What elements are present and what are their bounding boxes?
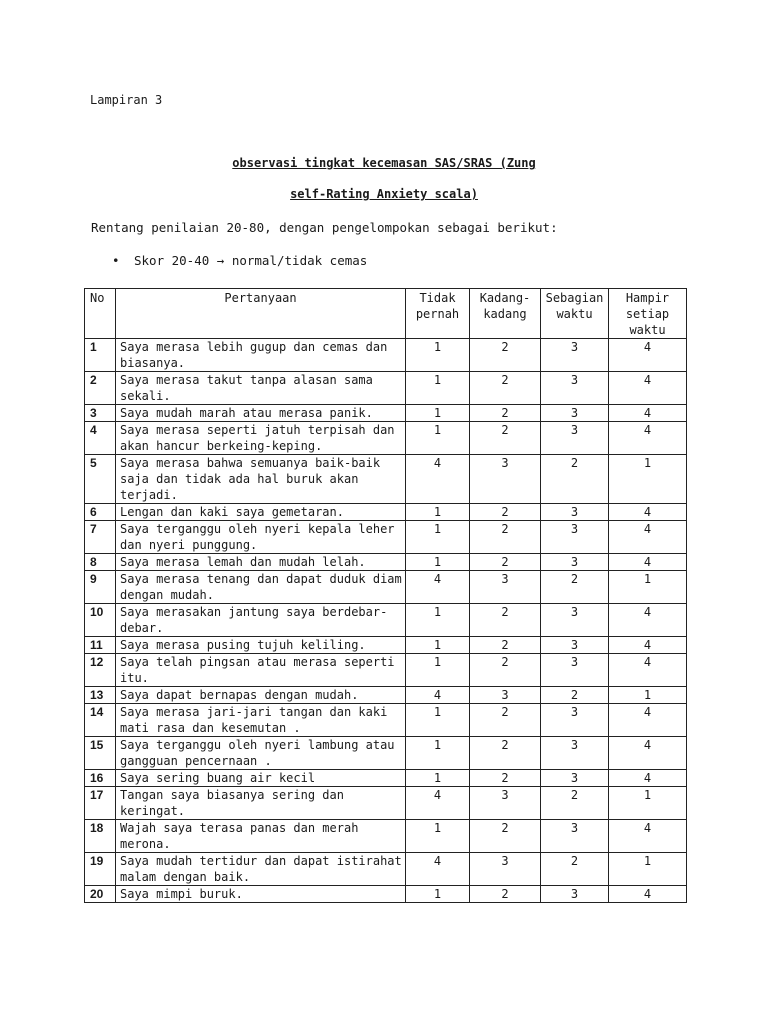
table-row	[85, 554, 687, 571]
score-never: 1	[406, 521, 470, 554]
document-title-line-1: observasi tingkat kecemasan SAS/SRAS (Zung	[232, 156, 536, 170]
score-sometimes: 2	[470, 372, 541, 405]
question-text: Saya mudah tertidur dan dapat istirahat malam dengan baik.	[116, 853, 406, 886]
score-part-time: 3	[541, 886, 609, 903]
score-almost-always: 4	[609, 339, 687, 372]
question-text: Saya mudah marah atau merasa panik.	[116, 405, 406, 422]
row-number: 19	[85, 853, 116, 886]
score-part-time: 3	[541, 504, 609, 521]
score-sometimes: 3	[470, 571, 541, 604]
question-text: Saya merasa tenang dan dapat duduk diam dengan mudah.	[116, 571, 406, 604]
question-text: Tangan saya biasanya sering dan keringat.	[116, 787, 406, 820]
row-number: 20	[85, 886, 116, 903]
score-almost-always: 1	[609, 687, 687, 704]
score-part-time: 2	[541, 571, 609, 604]
row-number: 12	[85, 654, 116, 687]
question-text: Saya mimpi buruk.	[116, 886, 406, 903]
header-question: Pertanyaan	[116, 289, 406, 339]
score-sometimes: 2	[470, 886, 541, 903]
header-almost-always: Hampir setiap waktu	[609, 289, 687, 339]
score-part-time: 3	[541, 770, 609, 787]
score-part-time: 3	[541, 654, 609, 687]
score-never: 1	[406, 422, 470, 455]
score-sometimes: 3	[470, 455, 541, 504]
question-text: Saya terganggu oleh nyeri kepala leher dan nyeri punggung.	[116, 521, 406, 554]
header-never: Tidak pernah	[406, 289, 470, 339]
score-never: 4	[406, 571, 470, 604]
row-number: 8	[85, 554, 116, 571]
score-never: 1	[406, 820, 470, 853]
table-row	[85, 820, 687, 853]
score-never: 1	[406, 770, 470, 787]
table-row	[85, 405, 687, 422]
score-sometimes: 2	[470, 637, 541, 654]
row-number: 11	[85, 637, 116, 654]
question-text: Saya telah pingsan atau merasa seperti itu.	[116, 654, 406, 687]
score-almost-always: 4	[609, 820, 687, 853]
score-part-time: 3	[541, 422, 609, 455]
score-never: 1	[406, 504, 470, 521]
row-number: 15	[85, 737, 116, 770]
table-row	[85, 455, 687, 504]
row-number: 16	[85, 770, 116, 787]
row-number: 10	[85, 604, 116, 637]
row-number: 13	[85, 687, 116, 704]
row-number: 1	[85, 339, 116, 372]
table-row	[85, 654, 687, 687]
question-text: Lengan dan kaki saya gemetaran.	[116, 504, 406, 521]
score-almost-always: 4	[609, 770, 687, 787]
question-text: Saya sering buang air kecil	[116, 770, 406, 787]
table-row	[85, 770, 687, 787]
score-sometimes: 2	[470, 504, 541, 521]
score-sometimes: 2	[470, 554, 541, 571]
score-sometimes: 3	[470, 687, 541, 704]
score-part-time: 3	[541, 737, 609, 770]
question-text: Wajah saya terasa panas dan merah merona.	[116, 820, 406, 853]
score-part-time: 3	[541, 637, 609, 654]
header-no: No	[85, 289, 116, 339]
question-text: Saya merasa pusing tujuh keliling.	[116, 637, 406, 654]
row-number: 4	[85, 422, 116, 455]
score-range-bullet	[112, 253, 367, 268]
score-almost-always: 4	[609, 521, 687, 554]
score-never: 4	[406, 787, 470, 820]
question-text: Saya dapat bernapas dengan mudah.	[116, 687, 406, 704]
score-sometimes: 2	[470, 521, 541, 554]
score-almost-always: 1	[609, 853, 687, 886]
table-row	[85, 339, 687, 372]
question-text: Saya merasa takut tanpa alasan sama sekali.	[116, 372, 406, 405]
score-almost-always: 4	[609, 372, 687, 405]
score-sometimes: 2	[470, 770, 541, 787]
row-number: 14	[85, 704, 116, 737]
score-sometimes: 2	[470, 604, 541, 637]
score-almost-always: 4	[609, 405, 687, 422]
score-almost-always: 4	[609, 504, 687, 521]
table-row	[85, 521, 687, 554]
score-part-time: 3	[541, 372, 609, 405]
question-text: Saya terganggu oleh nyeri lambung atau gangguan pencernaan .	[116, 737, 406, 770]
row-number: 6	[85, 504, 116, 521]
score-sometimes: 2	[470, 704, 541, 737]
row-number: 2	[85, 372, 116, 405]
table-header-row	[85, 289, 687, 339]
score-part-time: 3	[541, 704, 609, 737]
row-number: 9	[85, 571, 116, 604]
score-never: 1	[406, 654, 470, 687]
question-text: Saya merasa jari-jari tangan dan kaki mati rasa dan kesemutan .	[116, 704, 406, 737]
score-sometimes: 2	[470, 422, 541, 455]
score-never: 1	[406, 886, 470, 903]
score-almost-always: 4	[609, 422, 687, 455]
score-never: 1	[406, 604, 470, 637]
score-never: 1	[406, 554, 470, 571]
score-sometimes: 3	[470, 787, 541, 820]
score-almost-always: 4	[609, 704, 687, 737]
score-sometimes: 2	[470, 405, 541, 422]
table-row	[85, 687, 687, 704]
document-title-line-2: self-Rating Anxiety scala)	[290, 187, 478, 201]
score-part-time: 3	[541, 339, 609, 372]
score-almost-always: 4	[609, 654, 687, 687]
table-row	[85, 737, 687, 770]
score-part-time: 3	[541, 554, 609, 571]
anxiety-questionnaire-table	[84, 288, 687, 903]
question-text: Saya merasa seperti jatuh terpisah dan akan hancur berkeing-keping.	[116, 422, 406, 455]
table-body	[85, 339, 687, 903]
header-part-time: Sebagian waktu	[541, 289, 609, 339]
score-never: 4	[406, 687, 470, 704]
score-almost-always: 4	[609, 737, 687, 770]
score-range-text: Skor 20-40 → normal/tidak cemas	[134, 253, 368, 268]
score-sometimes: 2	[470, 654, 541, 687]
row-number: 17	[85, 787, 116, 820]
table-row	[85, 886, 687, 903]
score-never: 4	[406, 853, 470, 886]
score-part-time: 2	[541, 455, 609, 504]
table-row	[85, 372, 687, 405]
table-row	[85, 637, 687, 654]
score-never: 1	[406, 405, 470, 422]
appendix-label: Lampiran 3	[90, 93, 163, 107]
score-part-time: 2	[541, 853, 609, 886]
score-part-time: 3	[541, 820, 609, 853]
row-number: 18	[85, 820, 116, 853]
score-part-time: 3	[541, 521, 609, 554]
header-sometimes: Kadang-kadang	[470, 289, 541, 339]
table-row	[85, 604, 687, 637]
row-number: 3	[85, 405, 116, 422]
score-never: 1	[406, 704, 470, 737]
score-part-time: 3	[541, 405, 609, 422]
table-row	[85, 853, 687, 886]
score-part-time: 2	[541, 787, 609, 820]
score-never: 4	[406, 455, 470, 504]
score-almost-always: 1	[609, 787, 687, 820]
score-almost-always: 4	[609, 886, 687, 903]
question-text: Saya merasakan jantung saya berdebar-debar.	[116, 604, 406, 637]
score-almost-always: 1	[609, 571, 687, 604]
score-never: 1	[406, 637, 470, 654]
score-almost-always: 4	[609, 554, 687, 571]
table-row	[85, 422, 687, 455]
score-never: 1	[406, 737, 470, 770]
question-text: Saya merasa lebih gugup dan cemas dan biasanya.	[116, 339, 406, 372]
score-part-time: 3	[541, 604, 609, 637]
table-row	[85, 504, 687, 521]
row-number: 7	[85, 521, 116, 554]
question-text: Saya merasa lemah dan mudah lelah.	[116, 554, 406, 571]
table-row	[85, 787, 687, 820]
score-never: 1	[406, 372, 470, 405]
score-almost-always: 4	[609, 637, 687, 654]
row-number: 5	[85, 455, 116, 504]
score-sometimes: 3	[470, 853, 541, 886]
bullet-dot-icon: •	[112, 253, 120, 268]
table-row	[85, 571, 687, 604]
score-almost-always: 4	[609, 604, 687, 637]
score-sometimes: 2	[470, 737, 541, 770]
question-text: Saya merasa bahwa semuanya baik-baik saja dan tidak ada hal buruk akan terjadi.	[116, 455, 406, 504]
score-almost-always: 1	[609, 455, 687, 504]
score-sometimes: 2	[470, 820, 541, 853]
intro-text: Rentang penilaian 20-80, dengan pengelompokan sebagai berikut:	[91, 220, 558, 235]
table-row	[85, 704, 687, 737]
score-part-time: 2	[541, 687, 609, 704]
score-sometimes: 2	[470, 339, 541, 372]
score-never: 1	[406, 339, 470, 372]
